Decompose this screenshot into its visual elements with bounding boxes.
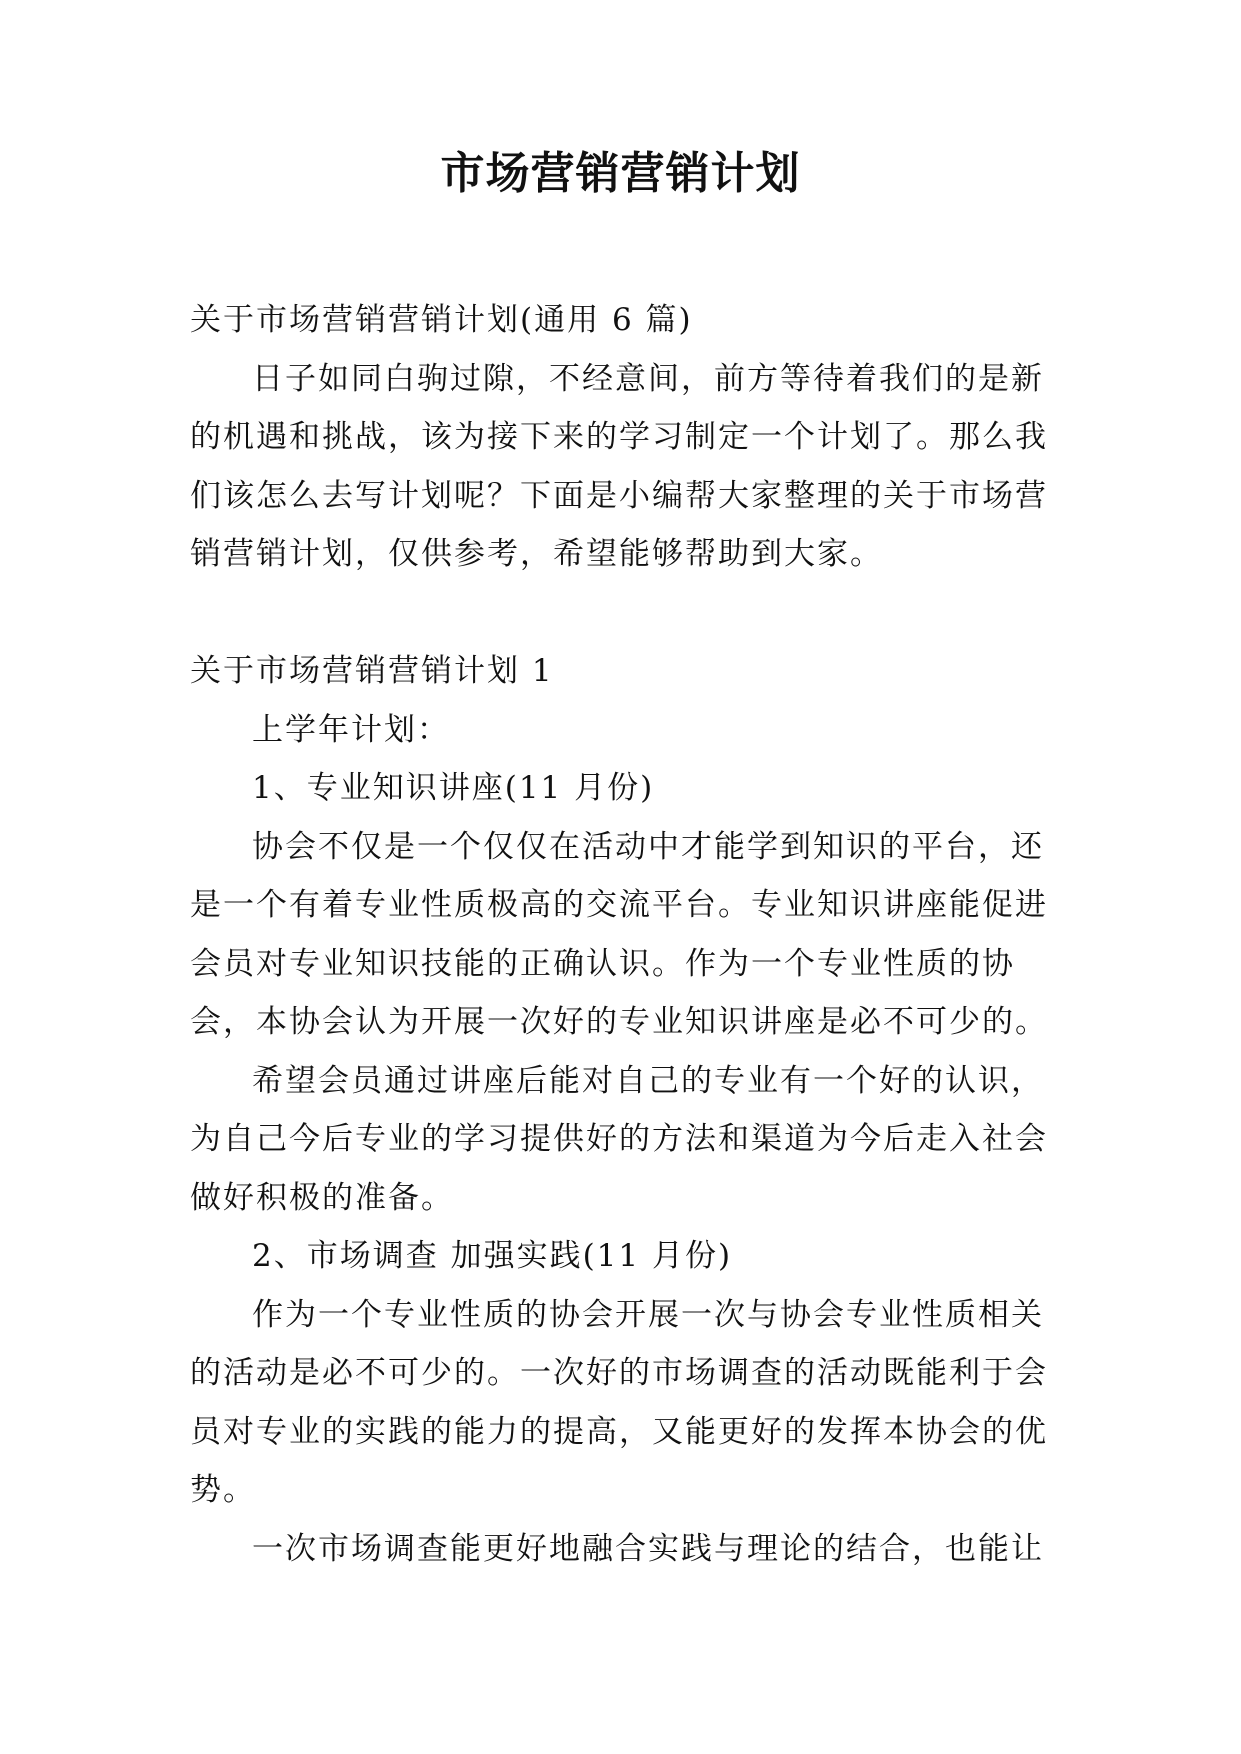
- item1-paragraph-1: 协会不仅是一个仅仅在活动中才能学到知识的平台，还是一个有着专业性质极高的交流平台。专业知识讲座能促进会员对专业知识技能的正确认识。作为一个专业性质的协会，本协会认为开展一次好的专业知识讲座是必不可少的。: [190, 828, 1048, 1040]
- item2-paragraph-2: 一次市场调查能更好地融合实践与理论的结合，也能让: [252, 1530, 1044, 1567]
- document-body: [190, 291, 1050, 1578]
- intro-paragraph: 日子如同白驹过隙，不经意间，前方等待着我们的是新的机遇和挑战，该为接下来的学习制定一个计划了。那么我们该怎么去写计划呢？下面是小编帮大家整理的关于市场营销营销计划，仅供参考，希望能够帮助到大家。: [190, 360, 1048, 572]
- item1-paragraph-2: 希望会员通过讲座后能对自己的专业有一个好的认识，为自己今后专业的学习提供好的方法和渠道为今后走入社会做好积极的准备。: [190, 1062, 1048, 1216]
- paragraph-gap: [190, 584, 1050, 643]
- section-heading: 关于市场营销营销计划 1: [190, 653, 554, 689]
- semester-plan-label: 上学年计划：: [252, 711, 450, 748]
- item-heading-1: 1、专业知识讲座(11 月份): [252, 770, 655, 806]
- item-heading-2: 2、市场调查 加强实践(11 月份): [252, 1238, 733, 1274]
- document-title: 市场营销营销计划: [440, 148, 801, 199]
- document-subtitle: 关于市场营销营销计划(通用 6 篇): [190, 302, 693, 338]
- item2-paragraph-1: 作为一个专业性质的协会开展一次与协会专业性质相关的活动是必不可少的。一次好的市场调查的活动既能利于会员对专业的实践的能力的提高，又能更好的发挥本协会的优势。: [190, 1296, 1048, 1508]
